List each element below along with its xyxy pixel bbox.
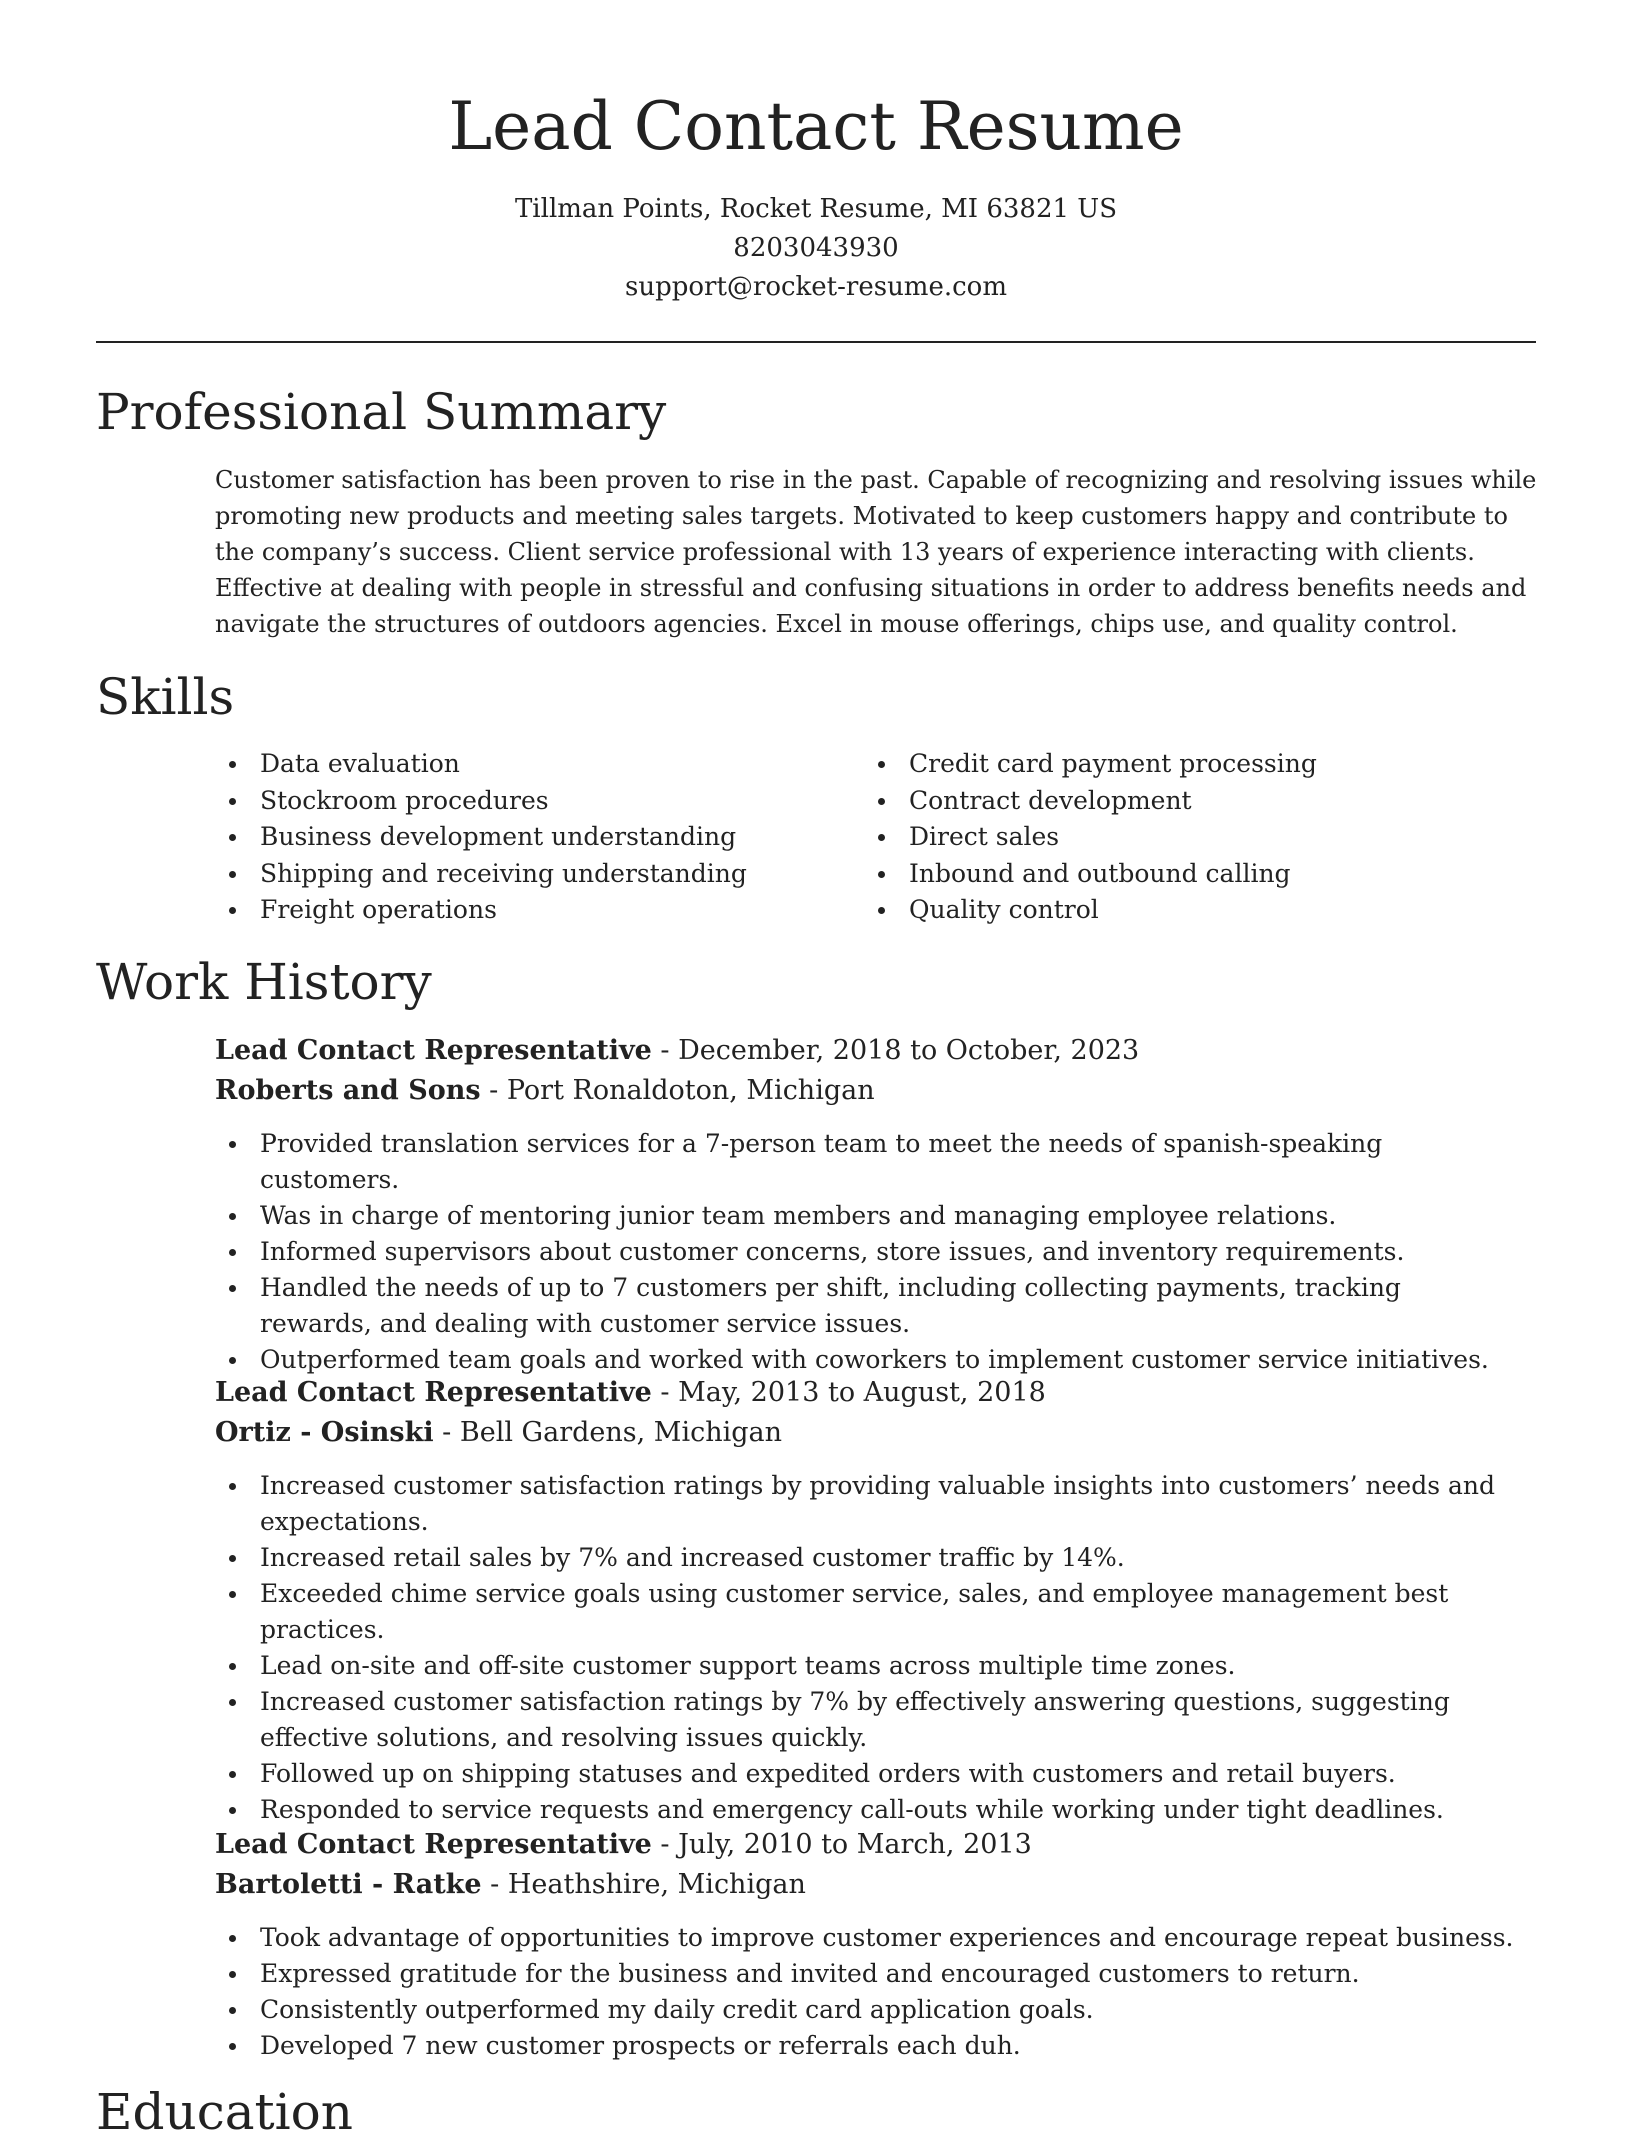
job-bullet: Was in charge of mentoring junior team members and managing employee relations.	[215, 1198, 1515, 1234]
section-title-education: Education	[96, 2083, 353, 2141]
phone: 8203043930	[733, 233, 899, 263]
job-bullet: Expressed gratitude for the business and invited and encouraged customers to return.	[215, 1956, 1515, 1992]
skill-item: Stockroom procedures	[215, 783, 835, 820]
job-location: - Bell Gardens, Michigan	[433, 1417, 782, 1448]
job-bullet: Exceeded chime service goals using customer service, sales, and employee management best practices.	[215, 1576, 1515, 1648]
skill-item: Freight operations	[215, 892, 835, 929]
skills-list-right	[864, 746, 1524, 929]
job-bullet: Followed up on shipping statuses and expedited orders with customers and retail buyers.	[215, 1756, 1515, 1792]
job-bullets	[215, 1920, 1515, 2064]
job-bullet: Lead on-site and off-site customer support teams across multiple time zones.	[215, 1648, 1515, 1684]
header-divider	[96, 341, 1536, 343]
job-company-line	[215, 1413, 1545, 1453]
skills-list-left	[215, 746, 835, 929]
job-title-line	[215, 1373, 1545, 1413]
skill-item: Shipping and receiving understanding	[215, 856, 835, 893]
skill-item: Business development understanding	[215, 819, 835, 856]
summary-text: Customer satisfaction has been proven to rise in the past. Capable of recognizing and resolving issues while promoting new products and meeting sales targets. Motivated to keep customers happy and contribute to the company’s success. Client service professional with 13 years of experience interacting with clients. Effective at dealing with people in stressful and confusing situations in order to address benefits needs and navigate the structures of outdoors agencies. Excel in mouse offerings, chips use, and quality control.	[215, 466, 1537, 638]
job-entry	[215, 1825, 1545, 1905]
job-dates: - May, 2013 to August, 2018	[651, 1377, 1046, 1408]
job-bullet: Developed 7 new customer prospects or referrals each duh.	[215, 2028, 1515, 2064]
job-entry	[215, 1373, 1545, 1453]
skill-item: Direct sales	[864, 819, 1524, 856]
job-title: Lead Contact Representative	[215, 1035, 652, 1066]
job-bullet: Responded to service requests and emergency call-outs while working under tight deadlines.	[215, 1792, 1515, 1828]
job-company: Bartoletti - Ratke	[215, 1869, 482, 1900]
job-entry	[215, 1031, 1545, 1111]
job-company: Roberts and Sons	[215, 1075, 481, 1106]
job-bullet: Took advantage of opportunities to improve customer experiences and encourage repeat business.	[215, 1920, 1515, 1956]
address: Tillman Points, Rocket Resume, MI 63821 US	[514, 194, 1118, 224]
job-bullet: Provided translation services for a 7-person team to meet the needs of spanish-speaking customers.	[215, 1126, 1515, 1198]
skill-item: Contract development	[864, 783, 1524, 820]
email: support@rocket-resume.com	[624, 272, 1007, 302]
job-bullet: Outperformed team goals and worked with coworkers to implement customer service initiatives.	[215, 1342, 1515, 1378]
job-bullet: Consistently outperformed my daily credit card application goals.	[215, 1992, 1515, 2028]
job-location: - Port Ronaldoton, Michigan	[480, 1075, 875, 1106]
job-dates: - December, 2018 to October, 2023	[651, 1035, 1140, 1066]
job-title: Lead Contact Representative	[215, 1377, 652, 1408]
contact-info	[0, 190, 1632, 307]
job-company: Ortiz - Osinski	[215, 1417, 434, 1448]
job-bullets	[215, 1126, 1515, 1378]
job-bullet: Increased customer satisfaction ratings by 7% by effectively answering questions, suggesting effective solutions, and resolving issues quickly.	[215, 1684, 1515, 1756]
job-bullet: Informed supervisors about customer concerns, store issues, and inventory requirements.	[215, 1234, 1515, 1270]
job-bullet: Increased customer satisfaction ratings by providing valuable insights into customers’ needs and expectations.	[215, 1468, 1515, 1540]
section-title-work-history: Work History	[96, 953, 432, 1011]
job-bullet: Increased retail sales by 7% and increased customer traffic by 14%.	[215, 1540, 1515, 1576]
skill-item: Quality control	[864, 892, 1524, 929]
section-title-skills: Skills	[96, 668, 235, 726]
skill-item: Credit card payment processing	[864, 746, 1524, 783]
job-title: Lead Contact Representative	[215, 1829, 652, 1860]
job-company-line	[215, 1865, 1545, 1905]
job-bullets	[215, 1468, 1515, 1828]
job-dates: - July, 2010 to March, 2013	[651, 1829, 1032, 1860]
section-title-summary: Professional Summary	[96, 383, 667, 441]
page-title: Lead Contact Resume	[448, 88, 1184, 165]
skill-item: Data evaluation	[215, 746, 835, 783]
job-bullet: Handled the needs of up to 7 customers per shift, including collecting payments, tracking rewards, and dealing with customer service issues.	[215, 1270, 1515, 1342]
job-title-line	[215, 1031, 1545, 1071]
skill-item: Inbound and outbound calling	[864, 856, 1524, 893]
job-title-line	[215, 1825, 1545, 1865]
job-location: - Heathshire, Michigan	[481, 1869, 806, 1900]
job-company-line	[215, 1071, 1545, 1111]
